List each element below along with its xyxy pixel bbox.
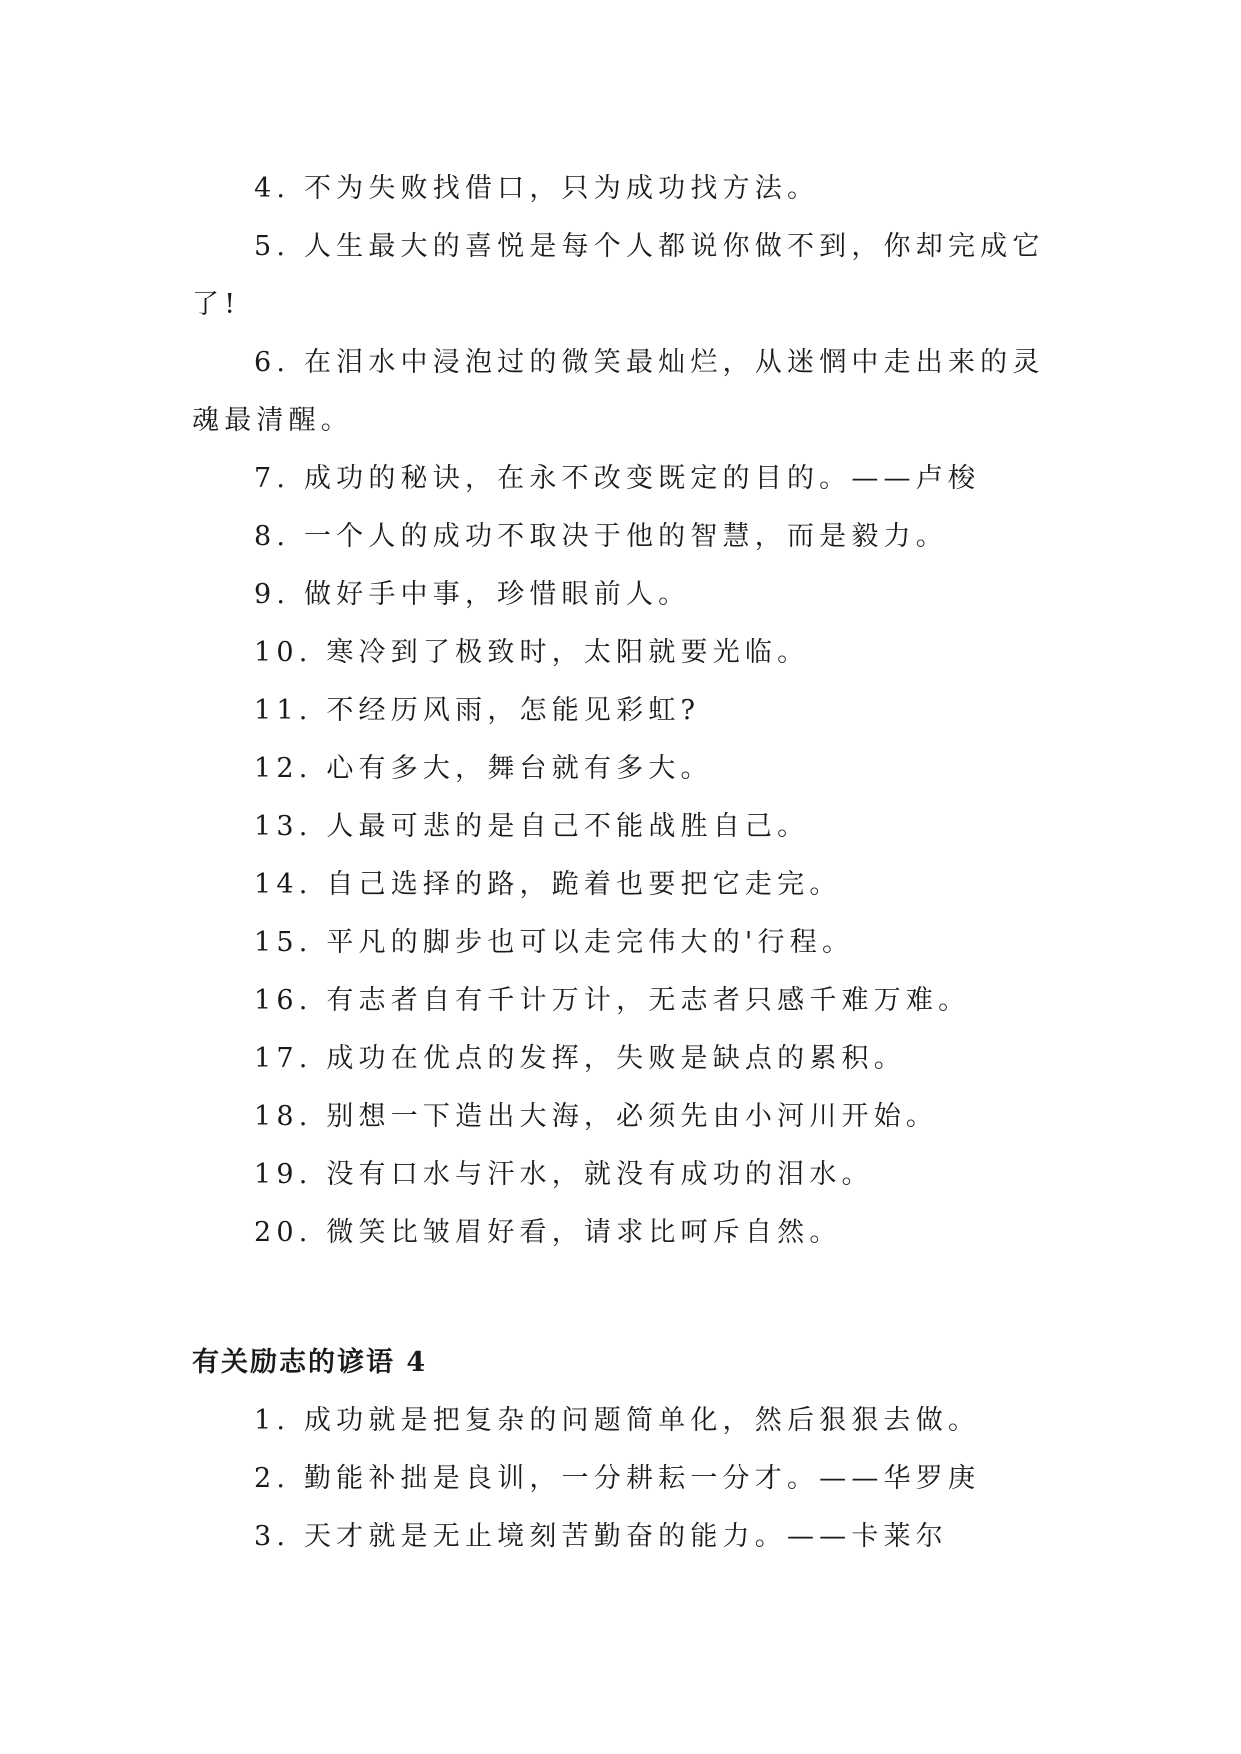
list-item: 8. 一个人的成功不取决于他的智慧，而是毅力。 [254,521,948,552]
list-item: 17. 成功在优点的发挥，失败是缺点的累积。 [254,1043,906,1074]
list-item: 18. 别想一下造出大海，必须先由小河川开始。 [254,1101,939,1132]
list-item: 20. 微笑比皱眉好看，请求比呵斥自然。 [254,1217,842,1248]
list-item: 6. 在泪水中浸泡过的微笑最灿烂，从迷惘中走出来的灵魂最清醒。 [192,347,1045,436]
section-heading: 有关励志的谚语 4 [192,1347,428,1378]
list-item: 3. 天才就是无止境刻苦勤奋的能力。——卡莱尔 [254,1521,948,1552]
list-item: 2. 勤能补拙是良训，一分耕耘一分才。——华罗庚 [254,1463,981,1494]
list-item: 7. 成功的秘诀，在永不改变既定的目的。——卢梭 [254,463,981,494]
list-item: 16. 有志者自有千计万计，无志者只感千难万难。 [254,985,971,1016]
list-item: 15. 平凡的脚步也可以走完伟大的'行程。 [254,927,855,958]
document-body [192,160,1052,1566]
list-item: 11. 不经历风雨，怎能见彩虹? [254,695,701,726]
list-item: 13. 人最可悲的是自己不能战胜自己。 [254,811,810,842]
list-item: 10. 寒冷到了极致时，太阳就要光临。 [254,637,810,668]
proverb-list-2 [192,1392,1052,1566]
list-item: 19. 没有口水与汗水，就没有成功的泪水。 [254,1159,874,1190]
list-item: 9. 做好手中事，珍惜眼前人。 [254,579,691,610]
list-item: 1. 成功就是把复杂的问题简单化，然后狠狠去做。 [254,1405,981,1436]
list-item: 12. 心有多大，舞台就有多大。 [254,753,713,784]
proverb-list-1 [192,160,1052,1262]
list-item: 5. 人生最大的喜悦是每个人都说你做不到，你却完成它了! [192,231,1045,320]
section-spacer [192,1262,1052,1334]
list-item: 4. 不为失败找借口，只为成功找方法。 [254,173,820,204]
list-item: 14. 自己选择的路，跪着也要把它走完。 [254,869,842,900]
